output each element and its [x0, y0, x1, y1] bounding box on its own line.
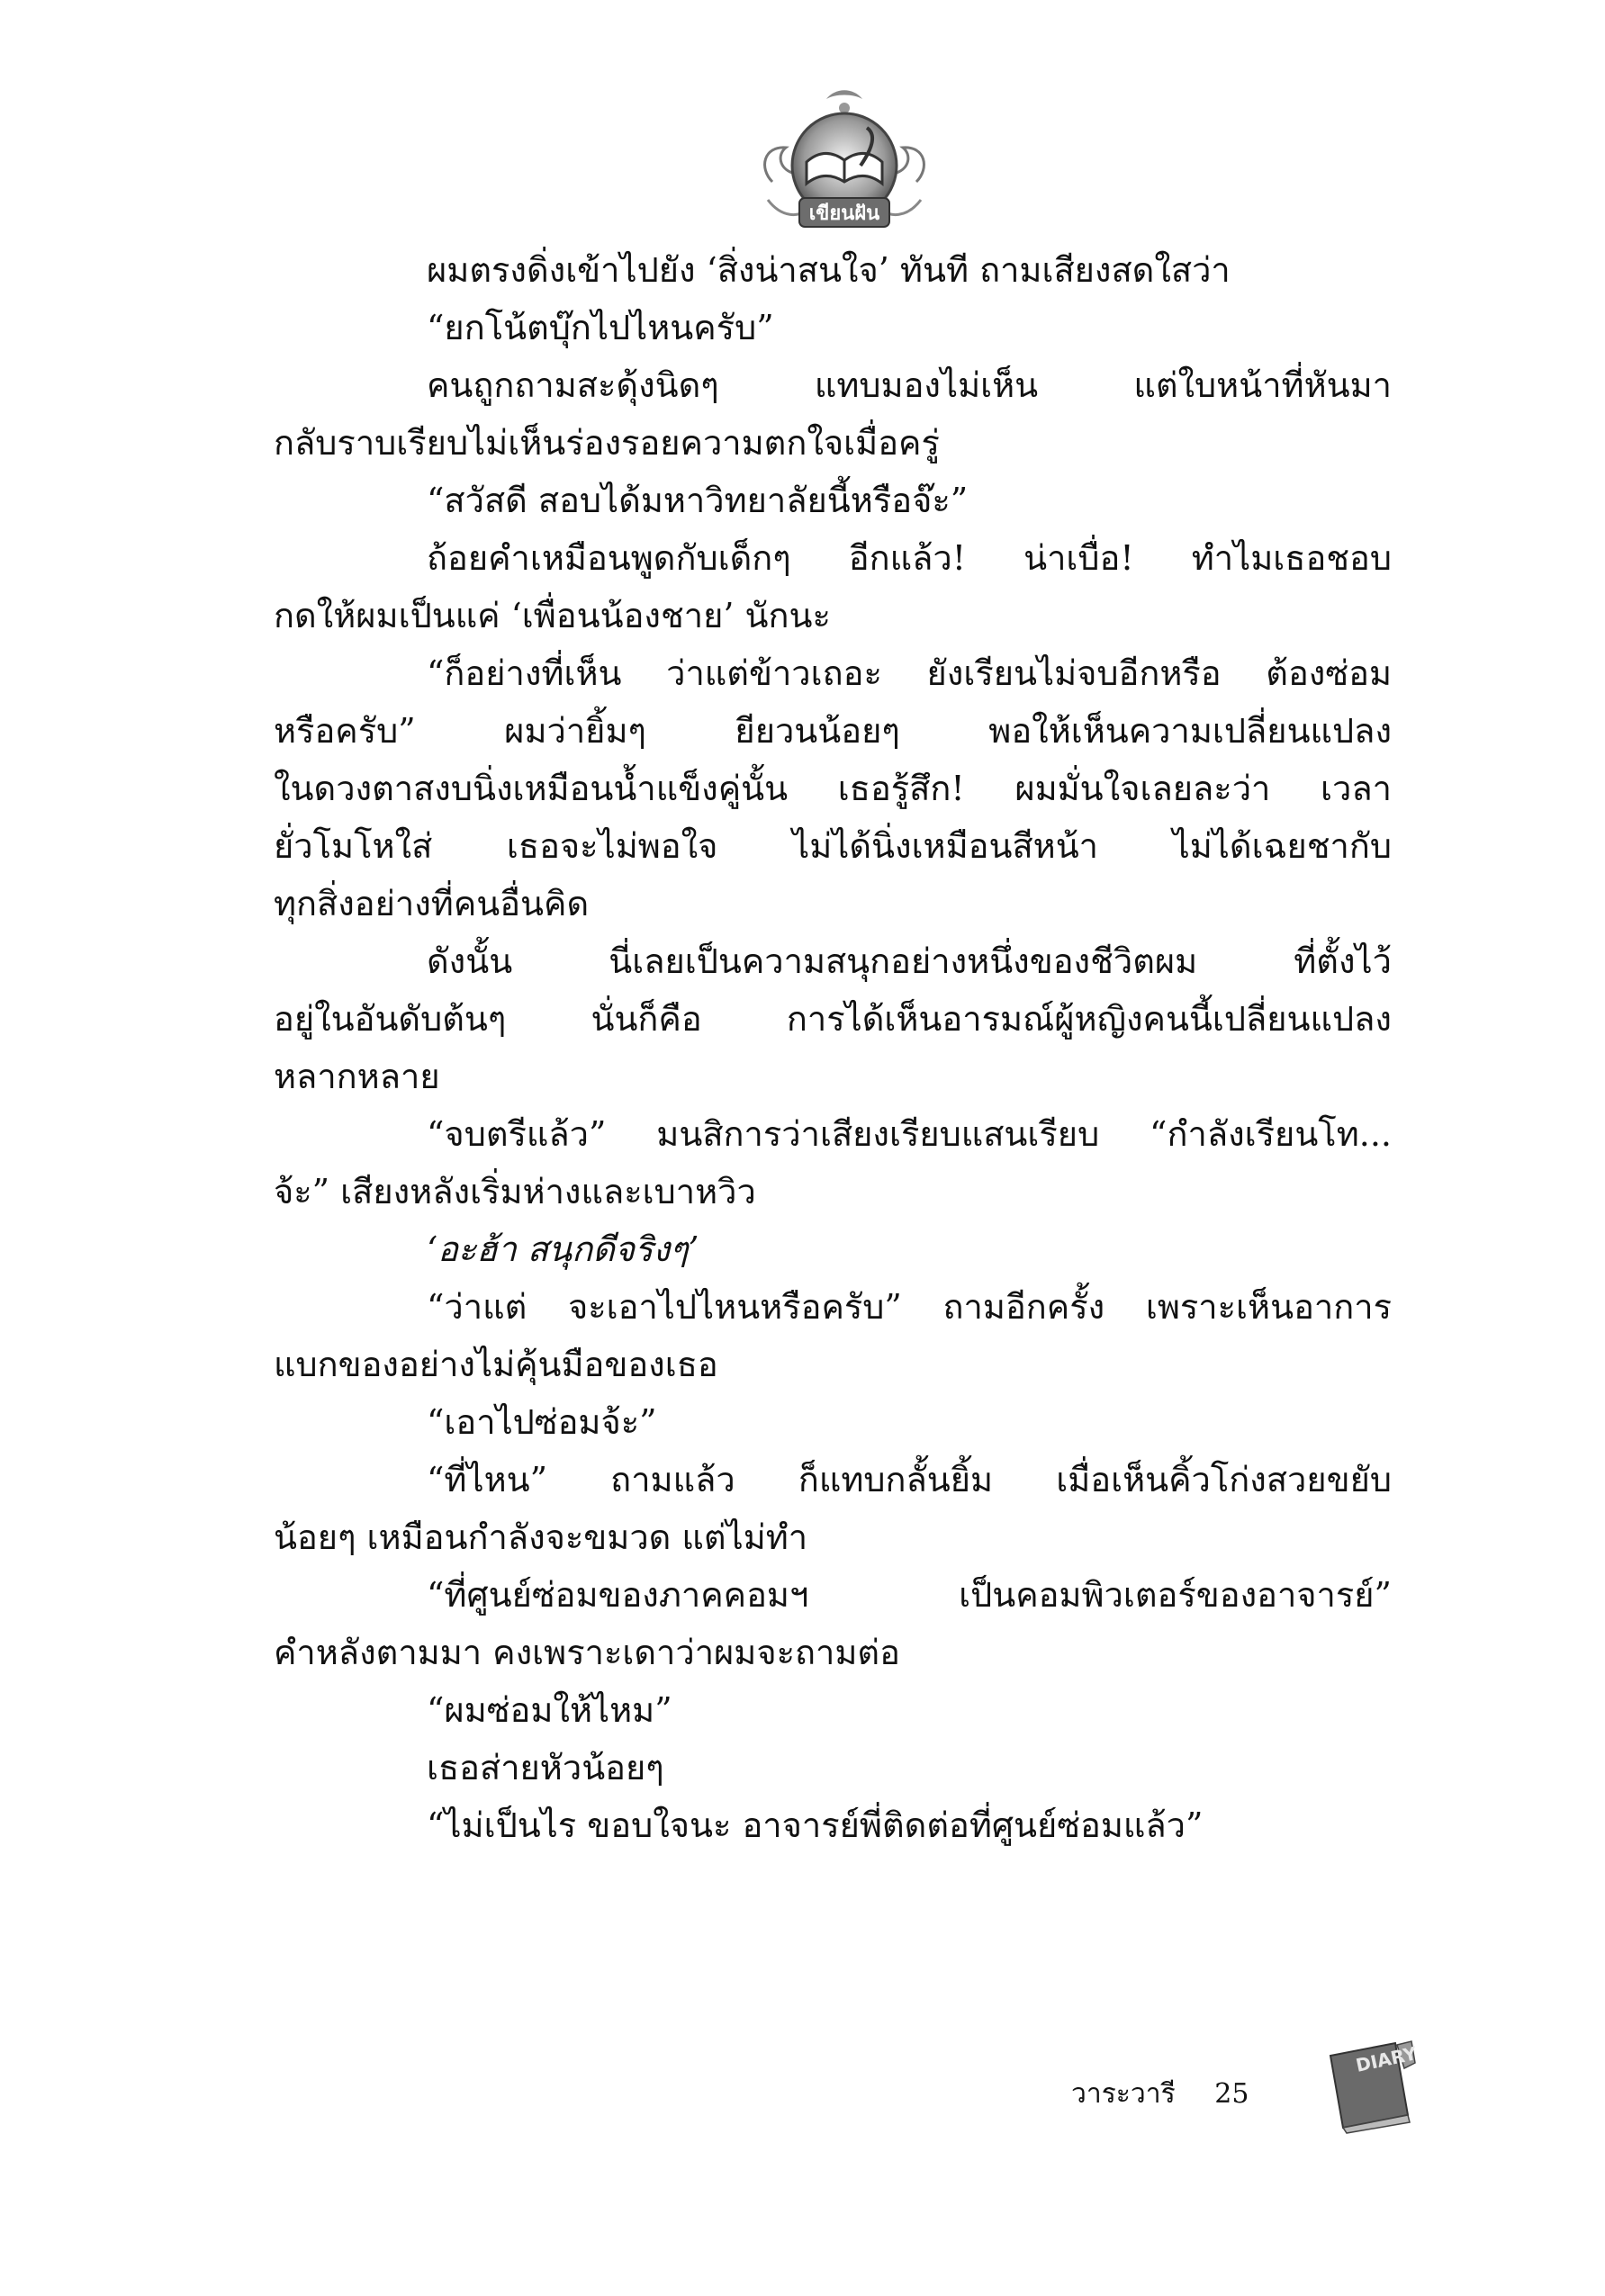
text-line: “ว่าแต่ จะเอาไปไหนหรือครับ” ถามอีกครั้ง เพราะเห็นอาการ [427, 1287, 1392, 1327]
text-line: เธอส่ายหัวน้อยๆ [427, 1748, 664, 1787]
text-line: ยั่วโมโหใส่ เธอจะไม่พอใจ ไม่ได้นิ่งเหมือนสีหน้า ไม่ได้เฉยชากับ [274, 826, 1392, 866]
text-line: ‘อะฮ้า สนุกดีจริงๆ’ [427, 1229, 699, 1269]
body-text [274, 241, 1392, 1854]
text-line: ในดวงตาสงบนิ่งเหมือนน้ำแข็งคู่นั้น เธอรู้สึก! ผมมั่นใจเลยละว่า เวลา [274, 769, 1392, 808]
text-line: “ก็อย่างที่เห็น ว่าแต่ข้าวเถอะ ยังเรียนไม่จบอีกหรือ ต้องซ่อม [427, 653, 1392, 693]
text-line: คนถูกถามสะดุ้งนิดๆ แทบมองไม่เห็น แต่ใบหน้าที่หันมา [427, 365, 1392, 405]
emblem-caption: เขียนฝัน [808, 202, 880, 225]
text-line: แบกของอย่างไม่คุ้นมือของเธอ [274, 1345, 718, 1384]
text-line: กดให้ผมเป็นแค่ ‘เพื่อนน้องชาย’ นักนะ [274, 596, 831, 635]
text-line: “ที่ศูนย์ซ่อมของภาคคอมฯ เป็นคอมพิวเตอร์ของอาจารย์” [427, 1575, 1392, 1615]
text-line: “ผมซ่อมให้ไหม” [427, 1690, 672, 1730]
text-line: ทุกสิ่งอย่างที่คนอื่นคิด [274, 884, 590, 923]
text-line: “ยกโน้ตบุ๊กไปไหนครับ” [427, 308, 774, 347]
text-line: คำหลังตามมา คงเพราะเดาว่าผมจะถามต่อ [274, 1633, 900, 1672]
text-line: “ไม่เป็นไร ขอบใจนะ อาจารย์พี่ติดต่อที่ศูนย์ซ่อมแล้ว” [427, 1805, 1204, 1845]
author-name: วาระวารี [1071, 2078, 1176, 2110]
text-line: “ที่ไหน” ถามแล้ว ก็แทบกลั้นยิ้ม เมื่อเห็นคิ้วโก่งสวยขยับ [427, 1460, 1392, 1499]
book-emblem-icon [754, 83, 934, 240]
page-footer [1071, 2072, 1249, 2117]
text-line: จ้ะ” เสียงหลังเริ่มห่างและเบาหวิว [274, 1172, 756, 1211]
text-line: หลากหลาย [274, 1057, 440, 1096]
text-line: “สวัสดี สอบได้มหาวิทยาลัยนี้หรือจ๊ะ” [427, 481, 969, 520]
text-line: “เอาไปซ่อมจ้ะ” [427, 1402, 657, 1442]
diary-book-icon [1321, 2036, 1419, 2135]
text-line: ถ้อยคำเหมือนพูดกับเด็กๆ อีกแล้ว! น่าเบื่อ! ทำไมเธอชอบ [427, 538, 1392, 578]
text-line: อยู่ในอันดับต้นๆ นั่นก็คือ การได้เห็นอารมณ์ผู้หญิงคนนี้เปลี่ยนแปลง [274, 999, 1392, 1039]
text-line: ผมตรงดิ่งเข้าไปยัง ‘สิ่งน่าสนใจ’ ทันที ถามเสียงสดใสว่า [427, 250, 1231, 290]
text-line: “จบตรีแล้ว” มนสิการว่าเสียงเรียบแสนเรียบ “กำลังเรียนโท... [427, 1114, 1392, 1154]
text-line: น้อยๆ เหมือนกำลังจะขมวด แต่ไม่ทำ [274, 1517, 808, 1557]
text-line: กลับราบเรียบไม่เห็นร่องรอยความตกใจเมื่อครู่ [274, 423, 940, 463]
page-number: 25 [1214, 2078, 1249, 2110]
text-line: หรือครับ” ผมว่ายิ้มๆ ยียวนน้อยๆ พอให้เห็นความเปลี่ยนแปลง [274, 711, 1392, 751]
diary-label: DIARY [1354, 2042, 1419, 2076]
text-line: ดังนั้น นี่เลยเป็นความสนุกอย่างหนึ่งของชีวิตผม ที่ตั้งไว้ [427, 941, 1392, 981]
